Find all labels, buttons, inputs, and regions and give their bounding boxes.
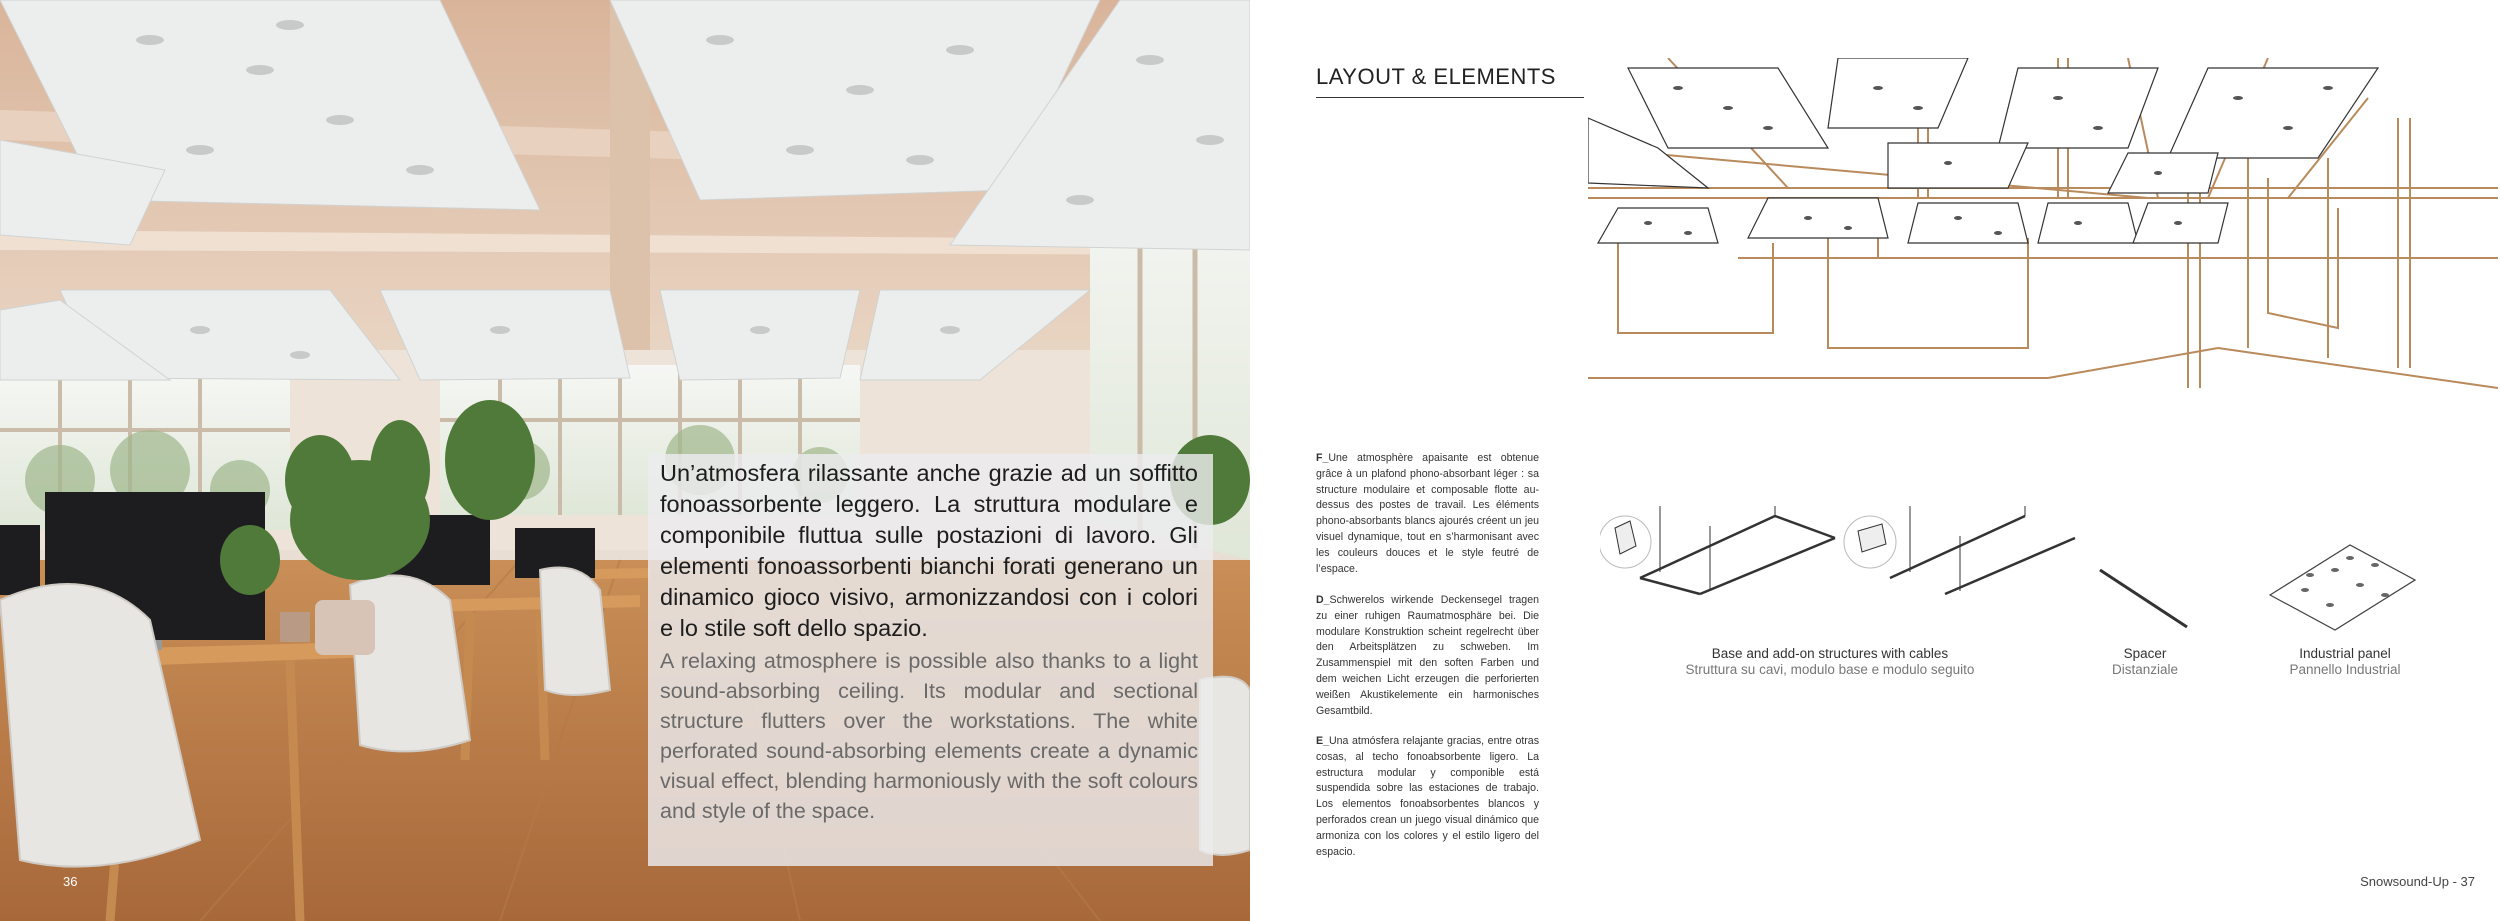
component-panel-name-it: Pannello Industrial (2289, 662, 2401, 677)
text-french-body: Une atmosphère apaisante est obtenue grâce à un plafond phono-absorbant léger : sa structure modulaire et composable flotte au-dessus des postes de travail. Les éléments phono-absorbants blancs ajourés créent un jeu visuel dynamique, tout en s’harmonisant avec les couleurs douces et le style feutré de l’espace. (1316, 452, 1539, 575)
component-base-name: Base and add-on structures with cables (1711, 646, 1949, 661)
industrial-panel-drawing (2265, 540, 2420, 635)
text-german-prefix: D_ (1316, 594, 1330, 606)
text-french (1316, 451, 1539, 577)
component-base-label (1680, 646, 1980, 678)
component-spacer-name-it: Distanziale (2111, 662, 2179, 677)
right-page (1250, 0, 2500, 921)
caption-english: A relaxing atmosphere is possible also thanks to a light sound-absorbing ceiling. Its modular and sectional structure flutters over the workstations. The white perforated sound-absorbing elements create a dynamic visual effect, blending harmoniously with the soft colours and style of the space. (660, 649, 1198, 823)
base-structure-drawing (1600, 506, 2120, 616)
caption-box (648, 454, 1213, 866)
text-spanish (1316, 734, 1539, 860)
component-panel-label (2270, 646, 2420, 678)
page-title: LAYOUT & ELEMENTS (1316, 64, 1556, 89)
component-spacer-label (2095, 646, 2195, 678)
text-spanish-prefix: E_ (1316, 735, 1329, 747)
text-french-prefix: F_ (1316, 452, 1329, 464)
layout-drawing (1588, 58, 2498, 418)
text-german (1316, 593, 1539, 719)
title-underline (1316, 97, 1584, 98)
component-base-name-it: Struttura su cavi, modulo base e modulo seguito (1685, 662, 1975, 677)
component-panel-name: Industrial panel (2299, 646, 2391, 661)
caption-italian: Un’atmosfera rilassante anche grazie ad un soffitto fonoassorbente leggero. La struttura modulare e componibile fluttua sulle postazioni di lavoro. Gli elementi fonoassorbenti bianchi forati generano un dinamico gioco visivo, armonizzandosi con i colori e lo stile soft dello spazio. (660, 460, 1198, 641)
component-spacer-name: Spacer (2123, 646, 2167, 661)
spacer-drawing (2095, 565, 2195, 635)
page-footer: Snowsound-Up - 37 (2360, 874, 2475, 889)
text-german-body: Schwerelos wirkende Deckensegel tragen zu einer ruhigen Raumatmosphäre bei. Die modulare Konstruktion scheint regelrecht über den Arbeitsplätzen zu schweben. Im Zusammenspiel mit den soften Farben und dem weichen Licht erzeugen die perforierten weißen Akustikelemente ein harmonisches Gesamtbild. (1316, 594, 1539, 717)
page-number-left: 36 (63, 874, 78, 889)
text-spanish-body: Una atmósfera relajante gracias, entre otras cosas, al techo fonoabsorbente ligero. La estructura modular y componible está suspendida sobre las estaciones de trabajo. Los elementos fonoabsorbentes blancos y perforados crean un juego visual dinámico que armoniza con los colores y el estilo ligero del espacio. (1316, 735, 1539, 858)
